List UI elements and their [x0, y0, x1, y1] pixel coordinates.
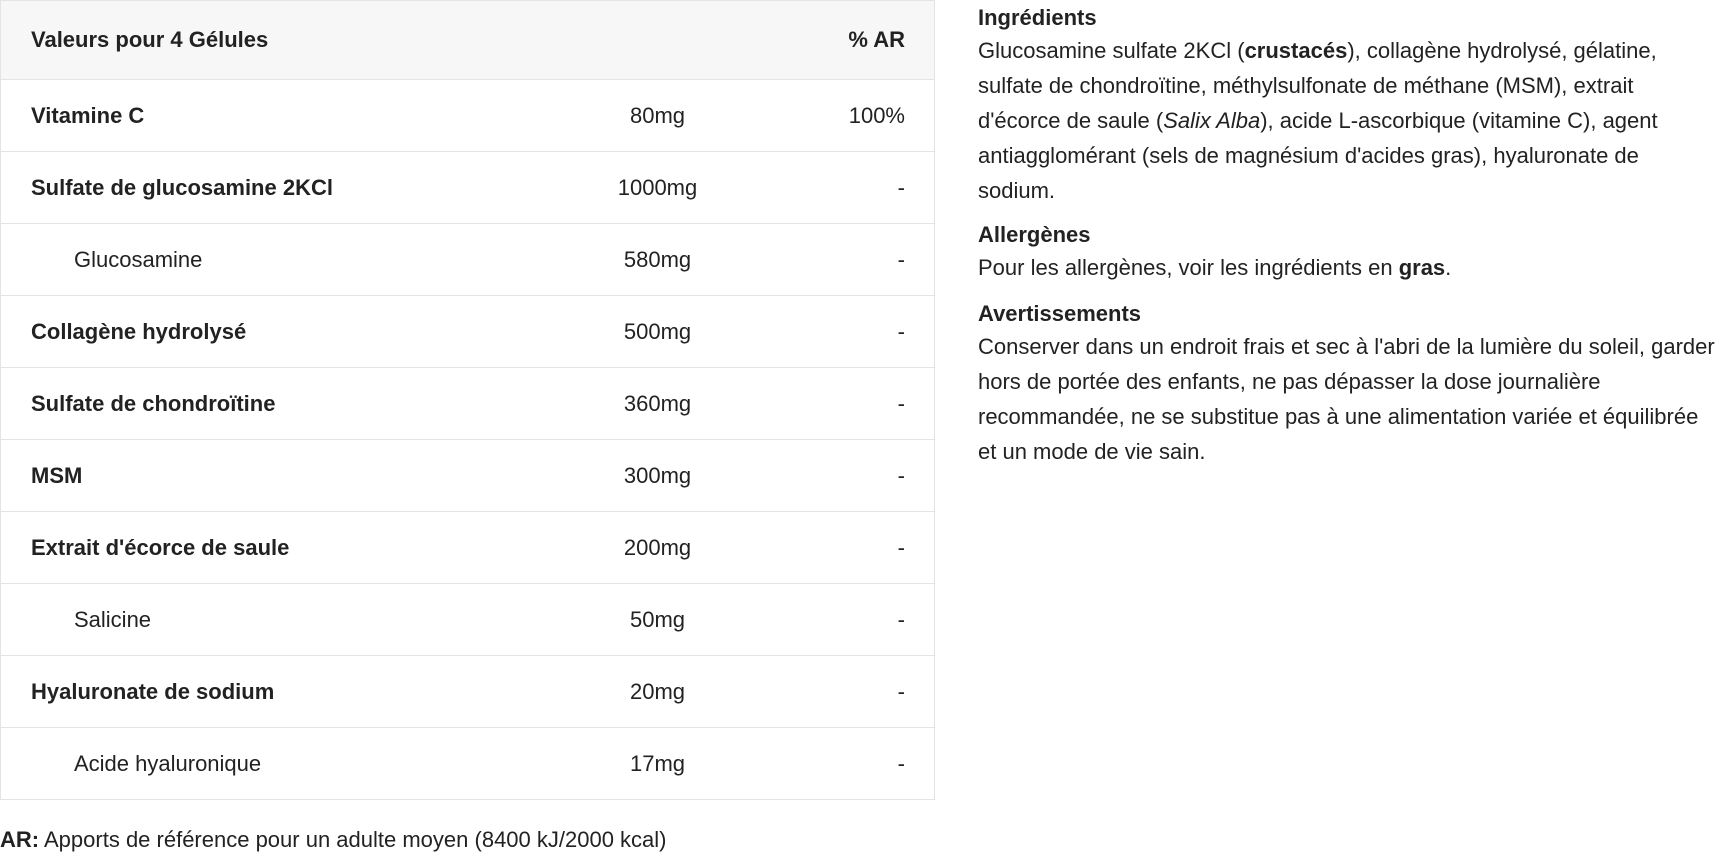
- row-name: Extrait d'écorce de saule: [1, 512, 546, 584]
- row-name: Glucosamine: [1, 224, 546, 296]
- row-ar: -: [770, 296, 935, 368]
- footnote-label: AR:: [0, 827, 40, 852]
- row-ar: -: [770, 440, 935, 512]
- ingredients-allergen: crustacés: [1244, 38, 1348, 63]
- table-row: [1, 512, 935, 584]
- row-quantity: 17mg: [546, 728, 770, 800]
- warnings-section: [978, 299, 1718, 469]
- ingredients-part2: ), collagène hydrolysé, gélatine, sulfate de chondroïtine, méthylsulfonate de méthane (MSM), extrait d'écorce de saule (: [978, 38, 1657, 133]
- ingredients-part3: ), acide L-ascorbique (vitamine C), agent antiagglomérant (sels de magnésium d'acides gras), hyaluronate de sodium.: [978, 108, 1658, 203]
- table-row: [1, 584, 935, 656]
- table-row: [1, 80, 935, 152]
- row-name: Sulfate de glucosamine 2KCl: [1, 152, 546, 224]
- allergens-text: [978, 250, 1718, 285]
- table-header-row: [1, 1, 935, 80]
- table-row: [1, 152, 935, 224]
- row-ar: -: [770, 152, 935, 224]
- warnings-text: Conserver dans un endroit frais et sec à l'abri de la lumière du soleil, garder hors de portée des enfants, ne pas dépasser la dose journalière recommandée, ne se substitue pas à une alimentation variée et équilibrée et un mode de vie sain.: [978, 334, 1715, 464]
- header-quantity: [546, 1, 770, 80]
- row-quantity: 200mg: [546, 512, 770, 584]
- row-quantity: 80mg: [546, 80, 770, 152]
- table-row: [1, 440, 935, 512]
- footnote-text: Apports de référence pour un adulte moyen (8400 kJ/2000 kcal): [39, 827, 667, 852]
- row-name: Hyaluronate de sodium: [1, 656, 546, 728]
- row-ar: -: [770, 512, 935, 584]
- allergens-section: [978, 220, 1718, 285]
- ingredients-text: [978, 33, 1718, 208]
- ingredients-section: [978, 3, 1718, 208]
- allergens-text-end: .: [1445, 255, 1452, 280]
- row-quantity: 500mg: [546, 296, 770, 368]
- row-quantity: 1000mg: [546, 152, 770, 224]
- table-row: [1, 296, 935, 368]
- row-quantity: 360mg: [546, 368, 770, 440]
- table-row: [1, 728, 935, 800]
- row-ar: -: [770, 368, 935, 440]
- ingredients-latin-name: Salix Alba: [1163, 108, 1261, 133]
- row-quantity: 300mg: [546, 440, 770, 512]
- row-name: Acide hyaluronique: [1, 728, 546, 800]
- header-ar: % AR: [770, 1, 935, 80]
- row-name: Salicine: [1, 584, 546, 656]
- allergens-title: Allergènes: [978, 222, 1091, 247]
- row-ar: 100%: [770, 80, 935, 152]
- table-row: [1, 224, 935, 296]
- row-name: Collagène hydrolysé: [1, 296, 546, 368]
- row-name: Vitamine C: [1, 80, 546, 152]
- row-name: Sulfate de chondroïtine: [1, 368, 546, 440]
- warnings-title: Avertissements: [978, 301, 1142, 326]
- table-row: [1, 656, 935, 728]
- table-row: [1, 368, 935, 440]
- product-details: [978, 3, 1718, 469]
- ar-footnote: [0, 826, 667, 854]
- ingredients-title: Ingrédients: [978, 5, 1097, 30]
- header-label: Valeurs pour 4 Gélules: [1, 1, 546, 80]
- row-quantity: 580mg: [546, 224, 770, 296]
- row-quantity: 50mg: [546, 584, 770, 656]
- row-ar: -: [770, 584, 935, 656]
- row-ar: -: [770, 656, 935, 728]
- row-ar: -: [770, 224, 935, 296]
- allergens-text-bold: gras: [1398, 255, 1446, 280]
- row-quantity: 20mg: [546, 656, 770, 728]
- row-name: MSM: [1, 440, 546, 512]
- ingredients-part1: Glucosamine sulfate 2KCl (: [978, 38, 1245, 63]
- allergens-text-main: Pour les allergènes, voir les ingrédients en: [978, 255, 1399, 280]
- row-ar: -: [770, 728, 935, 800]
